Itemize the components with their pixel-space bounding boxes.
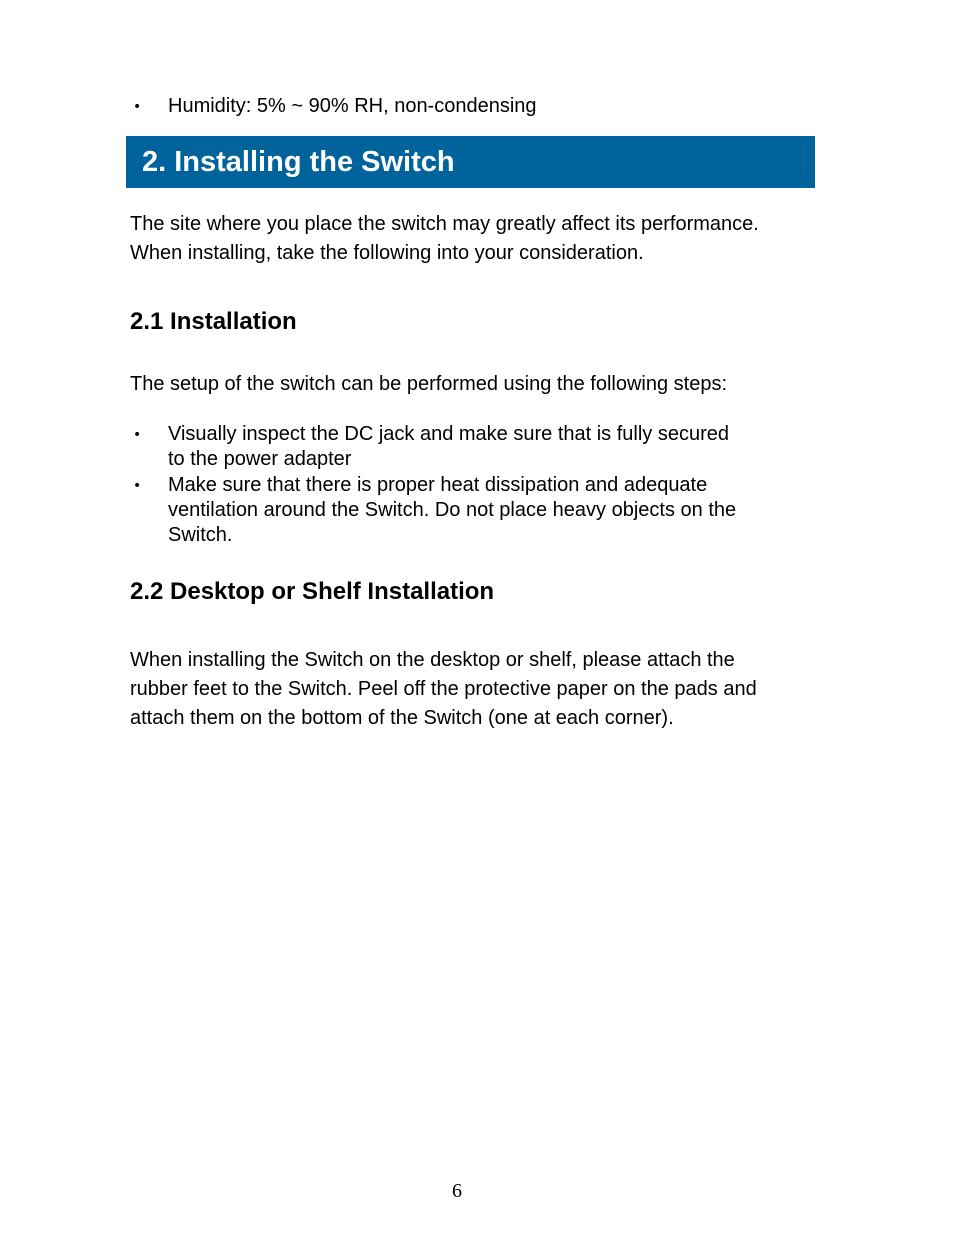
paragraph-line: The site where you place the switch may greatly affect its performance.	[130, 213, 759, 235]
paragraph-line: When installing, take the following into your consideration.	[130, 242, 644, 264]
section-title-installation: 2.1 Installation	[130, 308, 297, 335]
list-item-line: Visually inspect the DC jack and make sure that is fully secured	[168, 423, 730, 445]
bullet-dot: •	[133, 427, 142, 443]
intro-paragraph	[130, 210, 759, 268]
list-item-line: Make sure that there is proper heat dissipation and adequate	[168, 474, 708, 496]
bullet-text: Humidity: 5% ~ 90% RH, non-condensing	[168, 95, 537, 117]
page-number: 6	[452, 1180, 462, 1202]
chapter-title: 2. Installing the Switch	[142, 146, 455, 178]
chapter-heading-bar	[126, 136, 815, 188]
paragraph-line: rubber feet to the Switch. Peel off the protective paper on the pads and	[130, 678, 757, 700]
section-lead-paragraph: The setup of the switch can be performed using the following steps:	[130, 373, 728, 395]
bullet-dot: •	[133, 99, 142, 115]
paragraph-line: attach them on the bottom of the Switch (one at each corner).	[130, 707, 674, 729]
paragraph-line: When installing the Switch on the desktop or shelf, please attach the	[130, 649, 735, 671]
section-title-desktop-shelf-installation: 2.2 Desktop or Shelf Installation	[130, 578, 495, 605]
list-item-line: ventilation around the Switch. Do not place heavy objects on the	[168, 499, 737, 521]
desktop-installation-paragraph	[130, 646, 757, 733]
list-item-line: Switch.	[168, 524, 233, 546]
list-item-line: to the power adapter	[168, 448, 352, 470]
bullet-dot: •	[133, 478, 142, 494]
